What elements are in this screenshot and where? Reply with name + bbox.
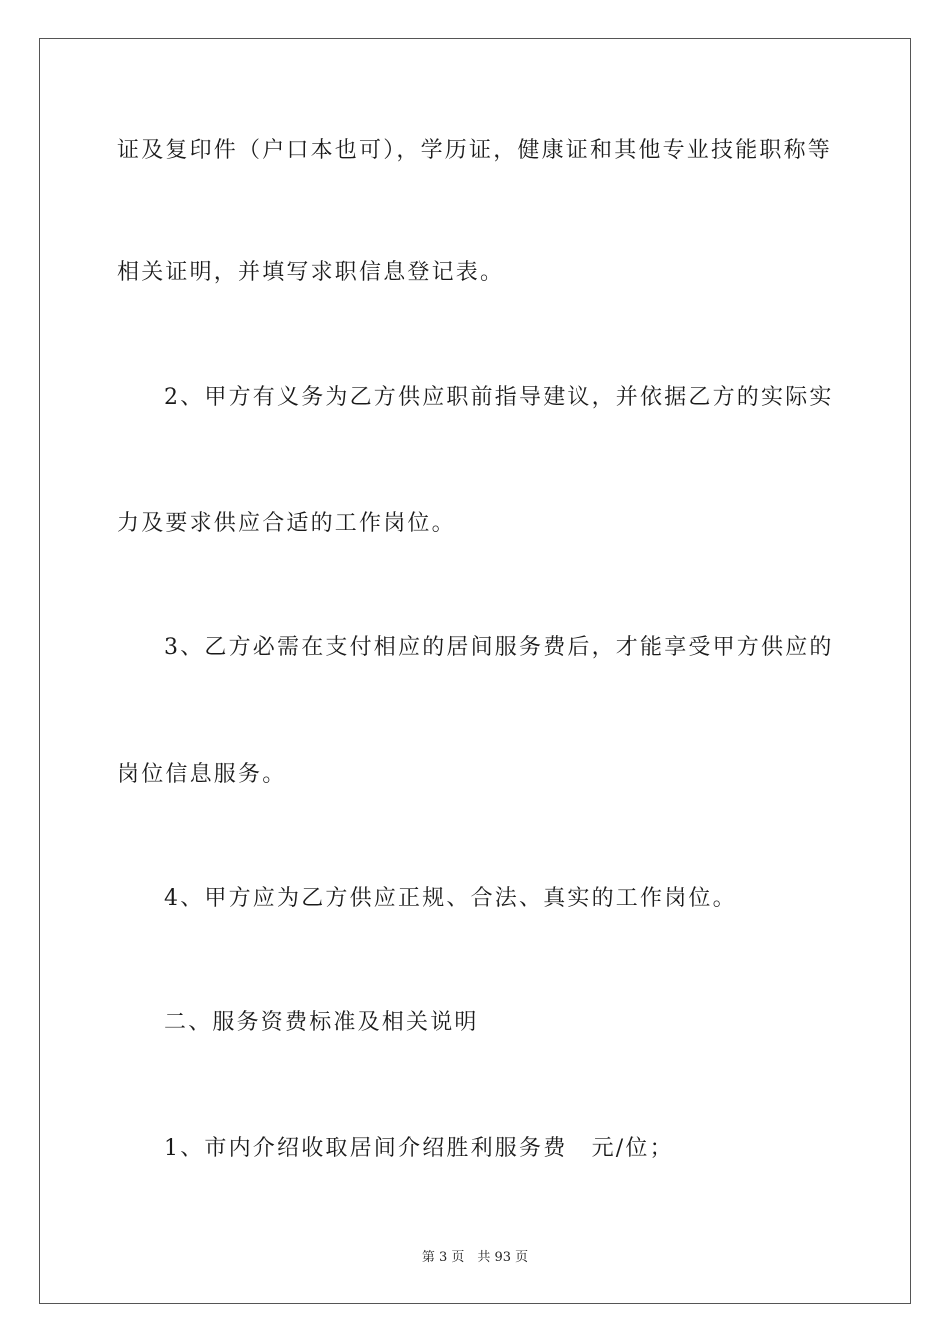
paragraph-line-3: 2、甲方有义务为乙方供应职前指导建议，并依据乙方的实际实 [164,385,834,410]
paragraph-line-2: 相关证明，并填写求职信息登记表。 [117,260,505,285]
paragraph-line-5: 3、乙方必需在支付相应的居间服务费后，才能享受甲方供应的 [164,635,834,660]
paragraph-line-1: 证及复印件（户口本也可），学历证，健康证和其他专业技能职称等 [117,138,833,163]
paragraph-line-7: 4、甲方应为乙方供应正规、合法、真实的工作岗位。 [164,886,737,911]
page-border [39,38,911,1304]
section-heading: 二、服务资费标准及相关说明 [164,1010,479,1035]
paragraph-line-6: 岗位信息服务。 [117,762,287,787]
page-number-label: 第 3 页 共 93 页 [421,1250,529,1265]
paragraph-line-4: 力及要求供应合适的工作岗位。 [117,511,456,536]
page-footer [0,1246,950,1265]
paragraph-line-9: 1、市内介绍收取居间介绍胜利服务费 元/位； [164,1136,674,1161]
